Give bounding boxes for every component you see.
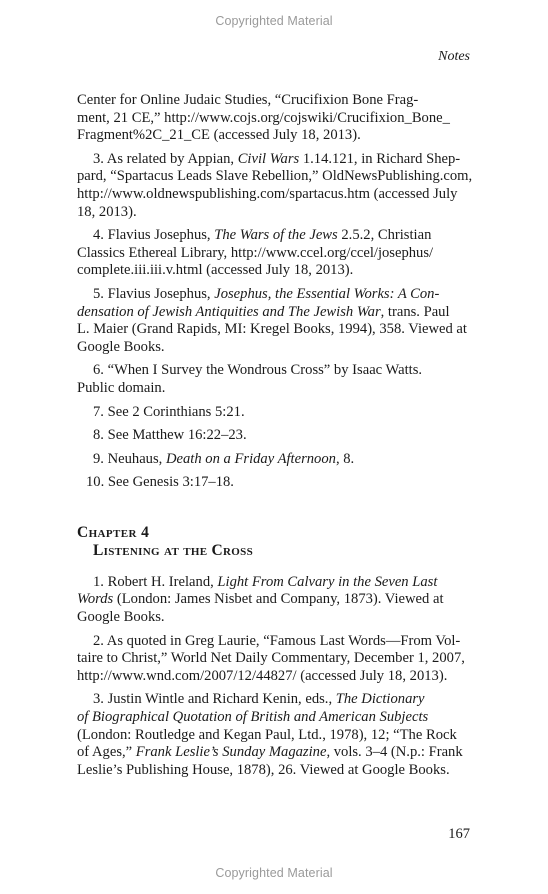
note-title: Words [77,591,114,608]
note-text: 6. “When I Survey the Wondrous Cross” by Isaac Watts. [93,362,423,379]
note-text: Fragment%2C_21_CE (accessed July 18, 2013). [77,127,361,144]
note-continuation [77,92,473,145]
note-text: http://www.oldnewspublishing.com/spartacus.htm (accessed July [77,185,458,202]
note-text: of Ages,” [77,744,136,761]
watermark-bottom: Copyrighted Material [215,866,333,880]
note-text: Public domain. [77,379,166,396]
running-head: Notes [438,49,470,64]
note-text: Leslie’s Publishing House, 1878), 26. Viewed at Google Books. [77,761,450,778]
chapter-note-2 [77,633,473,686]
note-text: 4. Flavius Josephus, [93,227,215,244]
note-title: The Wars of the Jews [214,227,338,244]
chapter-heading: Chapter 4 [77,523,150,541]
note-title: Civil Wars [237,150,300,167]
note-text: 10. See Genesis 3:17–18. [86,474,234,491]
note-title: Frank Leslie’s Sunday Magazine [135,744,327,761]
note-10 [77,474,473,492]
note-text: ment, 21 CE,” http://www.cojs.org/cojswiki/Crucifixion_Bone_ [77,109,450,126]
notes-body [77,92,473,785]
note-7 [77,404,473,422]
note-5 [77,286,473,356]
note-6 [77,362,473,397]
page-number: 167 [448,826,470,842]
note-title: Josephus, the Essential Works: A Con- [214,285,440,302]
note-text: Classics Ethereal Library, http://www.ccel.org/ccel/josephus/ [77,244,434,261]
chapter-subheading: Listening at the Cross [93,541,253,559]
note-text: 18, 2013). [77,203,137,220]
note-text: 9. Neuhaus, [93,450,166,467]
note-text: Center for Online Judaic Studies, “Crucifixion Bone Frag- [77,92,419,108]
note-text: 2. As quoted in Greg Laurie, “Famous Last Words—From Vol- [93,632,461,649]
note-text: , trans. Paul [380,303,450,320]
chapter-note-3 [77,691,473,779]
note-title: of Biographical Quotation of British and American Subjects [77,709,429,726]
note-text: , vols. 3–4 (N.p.: Frank [326,744,463,761]
note-text: 1. Robert H. Ireland, [93,573,218,590]
note-title: Death on a Friday Afternoon [165,450,336,467]
note-text: , 8. [335,450,355,467]
note-title: densation of Jewish Antiquities and The Jewish War [77,303,381,320]
watermark-top: Copyrighted Material [215,14,333,28]
note-title: Light From Calvary in the Seven Last [217,573,438,590]
note-text: 8. See Matthew 16:22–23. [93,427,247,444]
note-text: 3. Justin Wintle and Richard Kenin, eds., [93,691,336,708]
note-text: L. Maier (Grand Rapids, MI: Kregel Books, 1994), 358. Viewed at [77,321,467,338]
note-8 [77,427,473,445]
note-text: 3. As related by Appian, [93,150,238,167]
note-text: Google Books. [77,338,165,355]
chapter-note-1 [77,574,473,627]
note-9 [77,451,473,469]
note-text: (London: Routledge and Kegan Paul, Ltd., 1978), 12; “The Rock [77,726,457,743]
note-text: complete.iii.iii.v.html (accessed July 18, 2013). [77,262,354,279]
note-title: The Dictionary [335,691,425,708]
note-text: (London: James Nisbet and Company, 1873). Viewed at [113,591,444,608]
note-text: 5. Flavius Josephus, [93,285,215,302]
note-4 [77,227,473,280]
note-3 [77,151,473,221]
note-text: taire to Christ,” World Net Daily Commentary, December 1, 2007, [77,650,465,667]
note-text: pard, “Spartacus Leads Slave Rebellion,” OldNewsPublishing.com, [77,168,473,185]
note-text: 7. See 2 Corinthians 5:21. [93,403,245,420]
note-text: Google Books. [77,609,165,626]
note-text: 1.14.121, in Richard Shep- [299,150,461,167]
note-text: 2.5.2, Christian [337,227,432,244]
note-text: http://www.wnd.com/2007/12/44827/ (accessed July 18, 2013). [77,667,448,684]
